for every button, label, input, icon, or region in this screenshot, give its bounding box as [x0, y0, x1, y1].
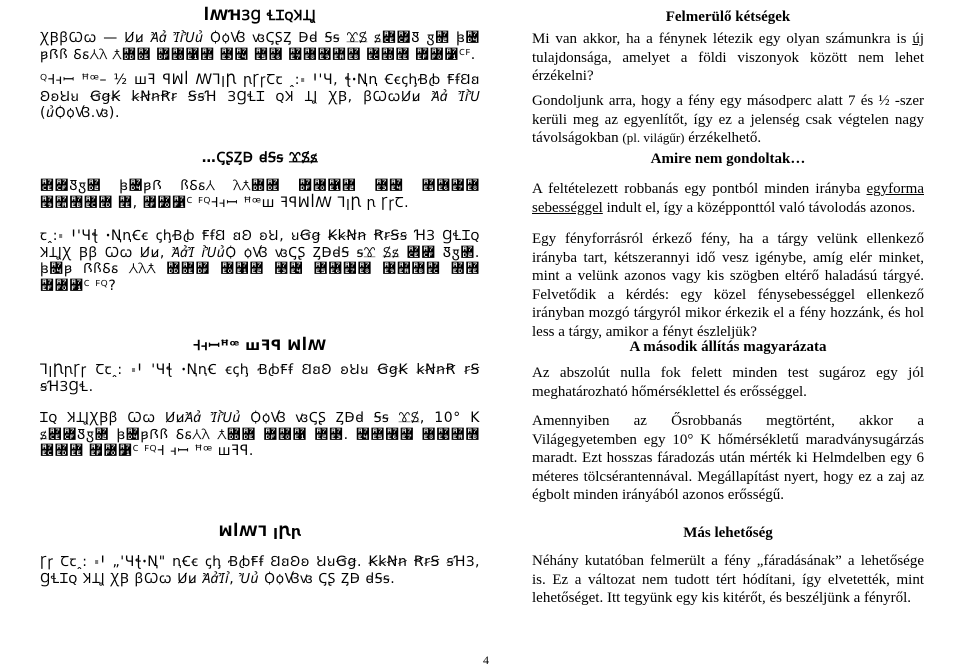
right-p1-text-a: Mi van akkor, ha a fénynek létezik egy olyan számunkra is	[532, 31, 913, 47]
right-paragraph-5: Az abszolút nulla fok felett minden test sugároz egy jól meghatározható hőmérséklettel és erősséggel.	[532, 365, 924, 400]
left-heading-4: ꟽꟾꟿꞀ ꞁꞂꞃ	[218, 524, 302, 540]
right-paragraph-4: Egy fényforrásról érkező fény, ha a tárgy velünk ellenkező irányba tart, kétszerannyi idő vesz igénybe, amíg elér minket, mint a velünk azonos vagy kis szögben eltérő haladású tárgyé. Felvetődik a kérdés: egy közel fénysebességgel ellenkező irányban mozgó tárgyról mikor érkezik el a fény hozzánk, és hol less a tárgy, amikor a fényt észleljük?	[532, 231, 924, 340]
left-title: ꟾꟿꞪꞫꞬ ꞭꞮꞯꞰꞱꞲ	[203, 8, 317, 24]
right-heading-4: Más lehetőség	[683, 525, 773, 541]
right-p2-text-b: érzékelhető.	[684, 130, 762, 146]
right-p2-text-a: Gondoljunk arra, hogy a fény egy másodperc alatt 7 és ½ -szer kerüli meg az egyenlítőt, így ez a jelenség csak végtelen nagy távolságokban	[532, 93, 924, 146]
right-heading-2: Amire nem gondoltak…	[650, 151, 806, 167]
right-p2-small: (pl. világűr)	[622, 130, 685, 145]
right-paragraph-6: Amennyiben az Ősrobbanás megtörtént, akkor a Világegyetemben egy 10° K hőmérsékletű maradványsugárzás maradt. Ezt hosszas fáradozás után mérték ki Helmdelben egy 6 méteres tölcsérantennával. Megállapítást nyert, hogy ez a zaj az égbolt minden irányából azonos erősségű.	[532, 413, 924, 503]
right-p3-text-b: indult el, így a középponttól való távolodás azonos.	[602, 199, 916, 216]
left-heading-2: …ꟄꟅꟆꟇ ꟈꟉꟊ ꟋꟌꟍ	[201, 150, 319, 166]
left-heading-3: Ꟶꟶꟷꟸꟹ ꟺꟻꟼ ꟽꟾꟿ	[193, 338, 327, 354]
left-paragraph-5: ꞀꞁꞂꞃꞄꞅ Ꞇꞇꞈ꞉ ꞊Ꞌ ꞌꞍꞎ ꞏꞐꞑꞒ ꞓꞔꞕ ꞖꞗꞘꞙ ꞚꞛꞜ ꞝꞞꞟ ꞠꞡꞢ ꞣꞤꞥꞦ ꞧꞨ ꞩꞪꞫꞬꞭ.	[40, 362, 480, 395]
right-title: Felmerülő kétségek	[665, 9, 791, 25]
left-paragraph-4: ꞇꞈ꞉꞊ ꞋꞌꞍꞎ ꞏꞐꞑꞒꞓ ꞔꞕꞖꞗ ꞘꞙꞚ ꞛꞜ ꞝꞞ, ꞟꞠꞡ ꞢꞣꞤꞥ ꞦꞧꞨꞩ ꞪꞫ ꞬꞭꞮꞯ ꞰꞱꞲꞳ Ꞵꞵ Ꞷꞷ Ꞹꞹ, ꞺꞻꞼ ꞽꞾꞿꟀ ꟁꟂ ꟃꟄꟅ ꟆꟇꟈꟉ ꟊꟋ Ꟍꟍ ꟎꟏ Ꟑꟑ꟒. ꟓ꟔ꟕ ꟖꟗꟘꟙ ꟚꟛꟜ ꟝꟞꟟ ꟠꟡꟢ ꟣꟤ ꟥꟦꟧꟨ ꟩꟪꟫꟬ ꟭꟮ ꟯꟰꟱ꟲ ꟳꟴ?	[40, 228, 480, 294]
right-p3-text-a: A feltételezett robbanás egy pontból minden irányba	[532, 181, 867, 197]
right-paragraph-2	[532, 92, 924, 148]
right-p1-underlined: új	[912, 31, 924, 47]
left-paragraph-3: ꟎꟏Ꟑꟑ꟒ ꟓ꟔ꟕꟖ ꟗꟘꟙꟚ ꟛꟜ꟝꟞ ꟟꟠꟡꟢ ꟣꟤ ꟥꟦꟧꟨ ꟩꟪꟫꟬꟭ ꟮, ꟯꟰꟱ꟲ ꟳꟴꟵꟶꟷ ꟸꟹꟺ ꟻꟼꟽꟾꟿ ꞀꞁꞂ ꞃ ꞄꞅꞆ.	[40, 178, 480, 211]
right-heading-3: A második állítás magyarázata	[629, 339, 827, 355]
page-number: 4	[483, 653, 489, 667]
left-paragraph-2: ꟴꟵꟶꟷ ꟸꟹ– ½ ꟺꟻ ꟼꟽꟾ ꟿꞀꞁꞂ ꞃꞄꞅꞆꞇ ꞈ꞉꞊ ꞋꞌꞍ, ꞎꞏꞐꞑ ꞒꞓꞔꞕꞖꞗ ꞘꞙꞚꞛ ꞜꞝꞞꞟ ꞠꞡꞢ ꞣꞤꞥꞦꞧ ꞨꞩꞪ ꞫꞬꞭꞮ ꞯꞰ ꞱꞲ ꞳꞴ, ꞵꞶꞷꞸꞹ Ꞻꞻ ꞼꞽꞾ (ꞿꟀꟁꟂ.ꟃ).	[40, 72, 480, 121]
left-paragraph-1: ꞳꞴꞵꞶꞷ — Ꞹꞹ Ꞻꞻ ꞼꞽꞾꞿ ꟀꟁꟂ ꟃꟄꟅꟆ Ꟈꟈ Ꟊꟊ ꟋꟌ ꟍ꟎꟏Ꟑ ꟑ꟒ ꟓ꟔ ꟕꟖꟗ ꟘꟙꟚꟛ Ƛ꟝꟞ ꟟꟠꟡꟢ ꟣꟤ ꟥꟦ ꟧꟨꟩꟪꟫ ꟬꟭꟮ ꟯꟰꟱ꟲꟳ.	[40, 30, 480, 63]
left-paragraph-7: Ꞅꞅ Ꞇꞇꞈ꞉ ꞊Ꞌ „ꞌꞍꞎꞏꞐ" ꞑꞒꞓ ꞔꞕ ꞖꞗꞘꞙ ꞚꞛꞜꞝ ꞞꞟꞠꞡ. ꞢꞣꞤꞥ ꞦꞧꞨ ꞩꞪꞫ, ꞬꞭꞮꞯ ꞰꞱꞲ ꞳꞴ ꞵꞶꞷ Ꞹꞹ ꞺꞻꞼꞽ, Ꞿꞿ ꟀꟁꟂꟃ ꟄꟅ ꟆꟇ ꟈꟉꟊ.	[40, 554, 480, 587]
right-paragraph-3	[532, 180, 924, 217]
left-paragraph-6: Ɪꞯ ꞰꞱꞲꞳꞴꞵ Ꞷꞷ ꞸꞹꞺꞻ ꞼꞽꞾꞿ ꟀꟁꟂ ꟃꟄꟅ ꟆꟇꟈ Ꟊꟊ ꟋꟌ, 10° K ꟍ꟎꟏Ꟑꟑ꟒ ꟓ꟔ꟕꟖꟗ ꟘꟙꟚꟛ Ƛ꟝꟞ ꟟꟠꟡ ꟢꟣. ꟤꟥꟦꟧ ꟨꟩꟪꟫ ꟬꟭꟮ ꟯꟰꟱ꟲ ꟳꟴꟵ ꟶꟷ ꟸꟹ ꟺꟻꟼ.	[40, 410, 480, 459]
right-paragraph-7: Néhány kutatóban felmerült a fény „fáradásának” a lehetősége is. Ez a változat nem tudott tért hódítani, így elvetették, mint lehetőséget. Itt tegyünk egy kis kitérőt, és beszéljünk a fényről.	[532, 553, 924, 606]
right-paragraph-1	[532, 30, 924, 86]
right-p1-text-b: tulajdonsága, amelyet a földi viszonyok között nem lehet érzékelni?	[532, 49, 924, 84]
right-p3-underlined: egyforma sebességgel	[532, 181, 924, 216]
